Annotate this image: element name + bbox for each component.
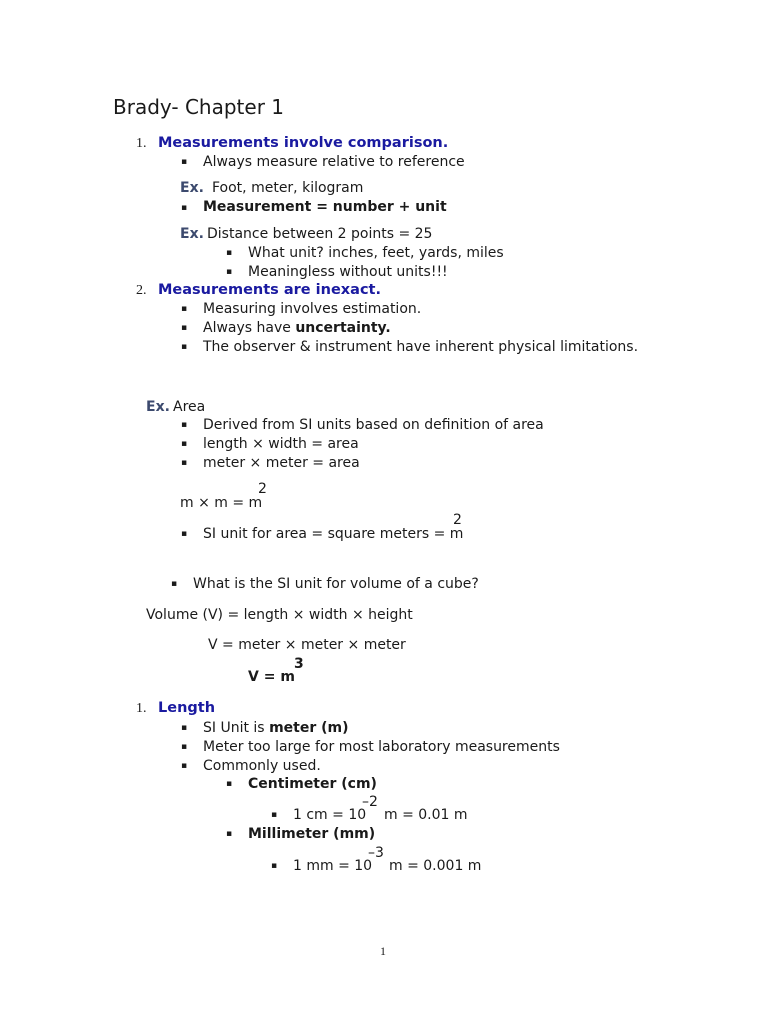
list-item: Measurement = number + unit (203, 199, 447, 215)
bullet: ▪ (226, 267, 233, 277)
section-number: 1. (136, 136, 147, 151)
superscript: 2 (258, 481, 267, 497)
superscript: 3 (294, 656, 304, 672)
bullet: ▪ (181, 157, 188, 167)
example-text: Foot, meter, kilogram (212, 180, 364, 196)
bullet: ▪ (226, 779, 233, 789)
superscript: –2 (362, 794, 378, 810)
list-item: What is the SI unit for volume of a cube? (193, 576, 479, 592)
example-label: Ex. (146, 399, 170, 415)
equation: m = 0.001 m (389, 858, 482, 874)
list-item: Meter too large for most laboratory measurements (203, 739, 560, 755)
example-text: Area (173, 399, 206, 415)
bullet: ▪ (226, 829, 233, 839)
list-item: meter × meter = area (203, 455, 360, 471)
list-item: Always have uncertainty. (203, 320, 391, 336)
equation: m = 0.01 m (384, 807, 468, 823)
list-item: Always measure relative to reference (203, 154, 465, 170)
bullet: ▪ (181, 761, 188, 771)
bullet: ▪ (181, 420, 188, 430)
page-title: Brady- Chapter 1 (113, 95, 284, 119)
list-item: Commonly used. (203, 758, 321, 774)
bullet: ▪ (271, 810, 278, 820)
page-number: 1 (380, 944, 386, 958)
list-item: What unit? inches, feet, yards, miles (248, 245, 504, 261)
equation: 1 cm = 10 (293, 807, 367, 823)
bullet: ▪ (226, 248, 233, 258)
bullet: ▪ (181, 723, 188, 733)
superscript: 2 (453, 512, 462, 528)
section-number: 1. (136, 701, 147, 716)
list-item: Meaningless without units!!! (248, 264, 448, 280)
list-item: Centimeter (cm) (248, 776, 377, 792)
section-number: 2. (136, 283, 147, 298)
example-label: Ex. (180, 226, 204, 242)
section-heading: Measurements involve comparison. (158, 135, 449, 151)
bullet: ▪ (181, 439, 188, 449)
section-heading: Measurements are inexact. (158, 282, 381, 298)
list-item: length × width = area (203, 436, 359, 452)
section-heading: Length (158, 700, 216, 716)
bullet: ▪ (181, 342, 188, 352)
bullet: ▪ (181, 742, 188, 752)
bullet: ▪ (181, 203, 188, 213)
equation: Volume (V) = length × width × height (146, 607, 413, 623)
bullet: ▪ (271, 861, 278, 871)
superscript: –3 (368, 845, 384, 861)
list-item: SI unit for area = square meters = m (203, 526, 464, 542)
bullet: ▪ (171, 579, 178, 589)
list-item: Measuring involves estimation. (203, 301, 422, 317)
equation: V = meter × meter × meter (208, 637, 406, 653)
list-item: SI Unit is meter (m) (203, 720, 349, 736)
bullet: ▪ (181, 304, 188, 314)
example-label: Ex. (180, 180, 204, 196)
equation: V = m (248, 669, 295, 685)
equation: 1 mm = 10 (293, 858, 373, 874)
equation: m × m = m (180, 495, 263, 511)
example-text: Distance between 2 points = 25 (207, 226, 433, 242)
bullet: ▪ (181, 458, 188, 468)
list-item: Derived from SI units based on definition of area (203, 417, 544, 433)
bullet: ▪ (181, 529, 188, 539)
list-item: Millimeter (mm) (248, 826, 376, 842)
list-item: The observer & instrument have inherent physical limitations. (203, 339, 639, 355)
bullet: ▪ (181, 323, 188, 333)
